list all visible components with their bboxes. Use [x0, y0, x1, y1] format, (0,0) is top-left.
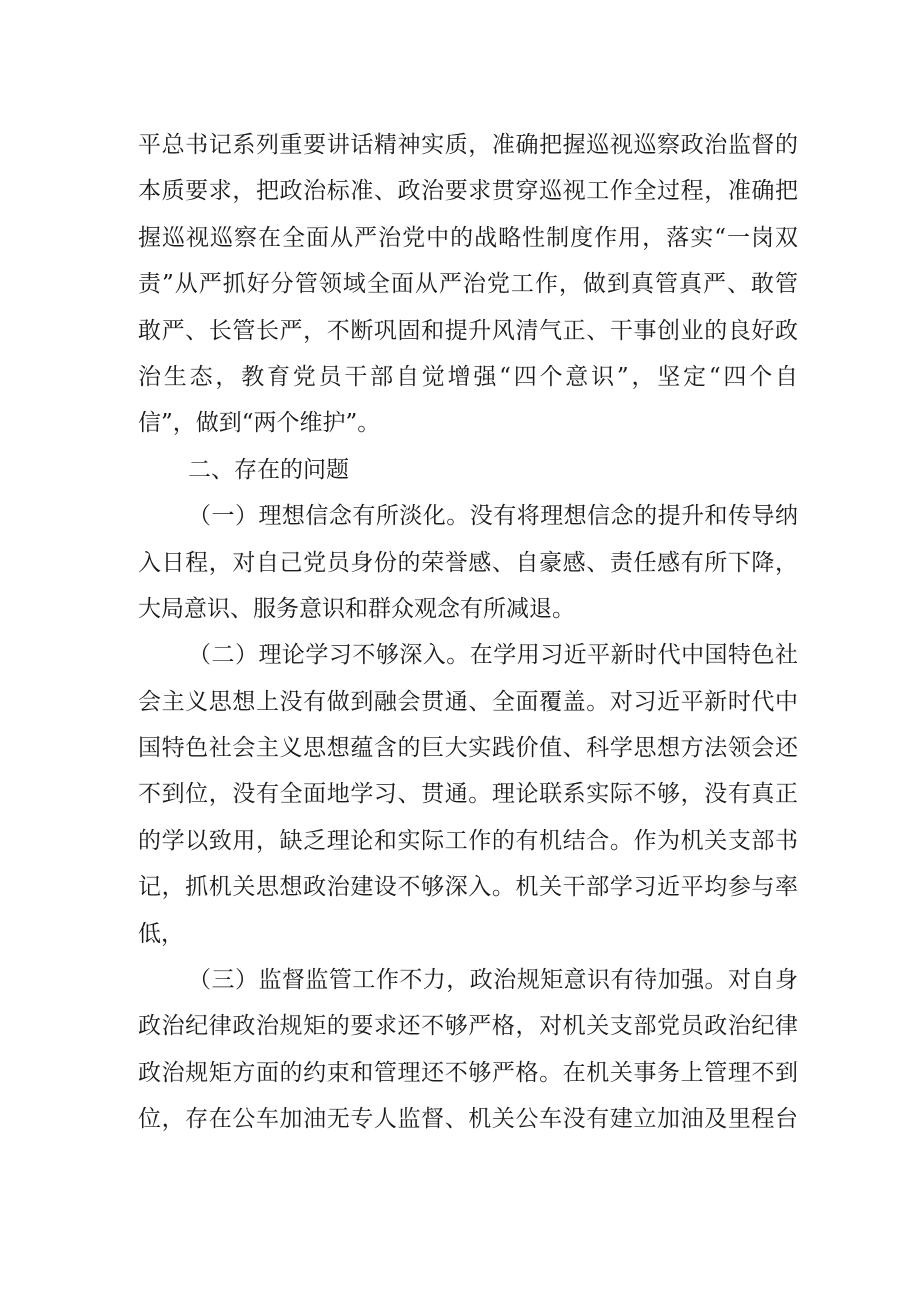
text-line: 政治规矩方面的约束和管理还不够严格。在机关事务上管理不到	[138, 1059, 798, 1086]
text-line: 握巡视巡察在全面从严治党中的战略性制度作用，落实“一岗双	[138, 224, 798, 251]
text-line: （二）理论学习不够深入。在学用习近平新时代中国特色社	[188, 642, 798, 669]
paragraph-problem-2	[138, 632, 798, 957]
text-line: 平总书记系列重要讲话精神实质，准确把握巡视巡察政治监督的	[138, 132, 798, 158]
text-line: 低，	[138, 920, 184, 947]
text-line: 位，存在公车加油无专人监督、机关公车没有建立加油及里程台	[138, 1106, 798, 1133]
text-line: 国特色社会主义思想蕴含的巨大实践价值、科学思想方法领会还	[138, 735, 798, 762]
text-line: 入日程，对自己党员身份的荣誉感、自豪感、责任感有所下降，	[138, 549, 798, 576]
text-line: 责”从严抓好分管领域全面从严治党工作，做到真管真严、敢管	[138, 271, 798, 298]
text-line: 的学以致用，缺乏理论和实际工作的有机结合。作为机关支部书	[138, 827, 798, 854]
text-line: 敢严、长管长严，不断巩固和提升风清气正、干事创业的良好政	[138, 317, 798, 344]
text-line: 政治纪律政治规矩的要求还不够严格，对机关支部党员政治纪律	[138, 1013, 798, 1040]
paragraph-problem-3	[138, 957, 798, 1143]
text-line: 不到位，没有全面地学习、贯通。理论联系实际不够，没有真正	[138, 781, 798, 808]
document-body	[138, 122, 798, 1143]
text-line: （一）理想信念有所淡化。没有将理想信念的提升和传导纳	[188, 503, 798, 530]
section-heading	[138, 447, 798, 493]
text-line: （三）监督监管工作不力，政治规矩意识有待加强。对自身	[188, 967, 798, 994]
heading-text: 二、存在的问题	[188, 456, 349, 483]
text-line: 会主义思想上没有做到融会贯通、全面覆盖。对习近平新时代中	[138, 688, 798, 715]
text-line: 本质要求，把政治标准、政治要求贯穿巡视工作全过程，准确把	[138, 178, 798, 205]
paragraph-continuation	[138, 122, 798, 447]
text-line: 信”，做到“两个维护”。	[138, 410, 381, 437]
text-line: 治生态，教育党员干部自觉增强“四个意识”，坚定“四个自	[138, 363, 798, 390]
text-line: 大局意识、服务意识和群众观念有所减退。	[138, 595, 575, 622]
text-line: 记，抓机关思想政治建设不够深入。机关干部学习近平均参与率	[138, 874, 798, 901]
paragraph-problem-1	[138, 493, 798, 632]
